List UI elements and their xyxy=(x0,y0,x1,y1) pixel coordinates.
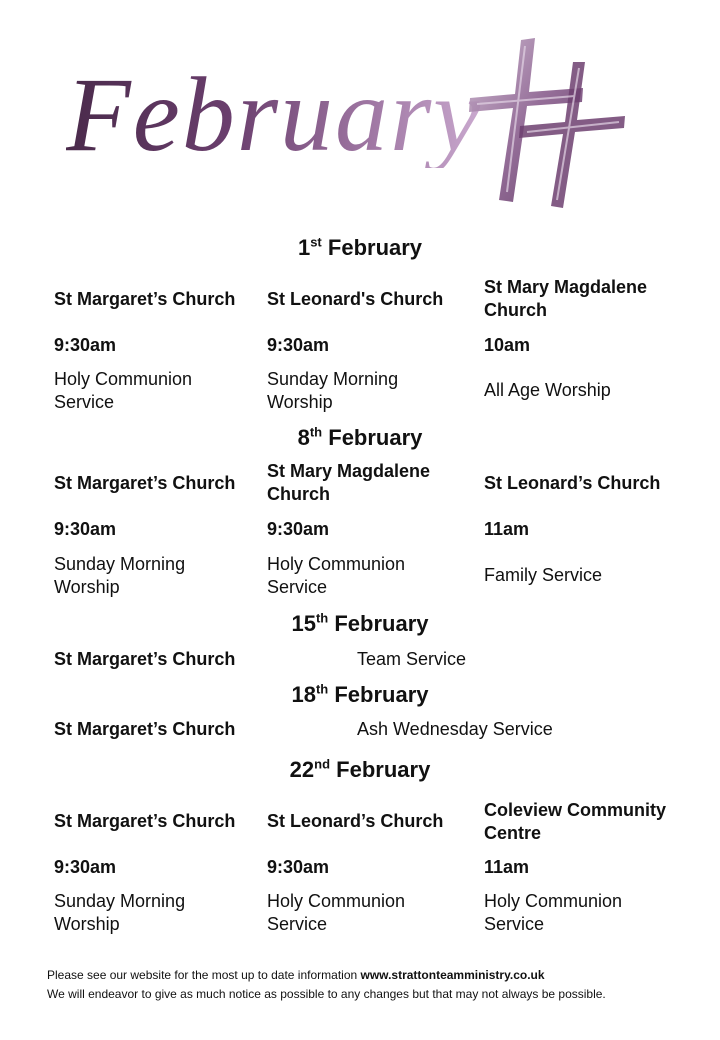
time: 9:30am xyxy=(54,335,117,355)
venue: St Margaret’s Church xyxy=(54,719,236,739)
time: 9:30am xyxy=(267,335,330,355)
venue: St Margaret’s Church xyxy=(54,473,236,493)
venue: St Margaret’s Church xyxy=(54,289,236,309)
time: 11am xyxy=(484,857,530,877)
service: Sunday Morning Worship xyxy=(54,554,186,597)
service: Team Service xyxy=(357,649,467,669)
venue: St Mary Magdalene Church xyxy=(484,277,648,320)
venue: St Leonard’s Church xyxy=(484,473,661,493)
footer-line-1: Please see our website for the most up to date information www.strattonteamministry.co.uk xyxy=(47,968,545,982)
header xyxy=(0,0,720,220)
time: 10am xyxy=(484,335,531,355)
footer xyxy=(47,966,606,1004)
time: 11am xyxy=(484,519,530,539)
service: Sunday Morning Worship xyxy=(54,891,186,934)
service: Family Service xyxy=(484,565,603,585)
venue: St Margaret’s Church xyxy=(54,811,236,831)
website-link[interactable]: www.strattonteamministry.co.uk xyxy=(360,968,545,982)
venue: St Mary Magdalene Church xyxy=(267,461,431,504)
venue: St Margaret’s Church xyxy=(54,649,236,669)
date-heading-4: 18th February xyxy=(291,681,429,707)
service: Holy Communion Service xyxy=(484,891,623,934)
date-heading-2: 8th February xyxy=(297,424,423,450)
service: All Age Worship xyxy=(484,380,611,400)
venue: Coleview Community Centre xyxy=(484,800,667,843)
time: 9:30am xyxy=(54,857,117,877)
date-heading-1: 1st February xyxy=(297,234,423,260)
service: Sunday Morning Worship xyxy=(267,369,399,412)
service: Holy Communion Service xyxy=(54,369,193,412)
time: 9:30am xyxy=(54,519,117,539)
venue: St Leonard's Church xyxy=(267,289,444,309)
date-heading-3: 15th February xyxy=(291,610,429,636)
crosses-icon xyxy=(455,32,635,212)
time: 9:30am xyxy=(267,857,330,877)
venue: St Leonard’s Church xyxy=(267,811,444,831)
footer-line-2: We will endeavor to give as much notice as possible to any changes but that may not always be possible. xyxy=(47,987,606,1001)
month-heading: February xyxy=(66,56,483,173)
date-heading-5: 22nd February xyxy=(289,756,431,782)
time: 9:30am xyxy=(267,519,330,539)
service: Ash Wednesday Service xyxy=(357,719,553,739)
service: Holy Communion Service xyxy=(267,891,406,934)
service: Holy Communion Service xyxy=(267,554,406,597)
